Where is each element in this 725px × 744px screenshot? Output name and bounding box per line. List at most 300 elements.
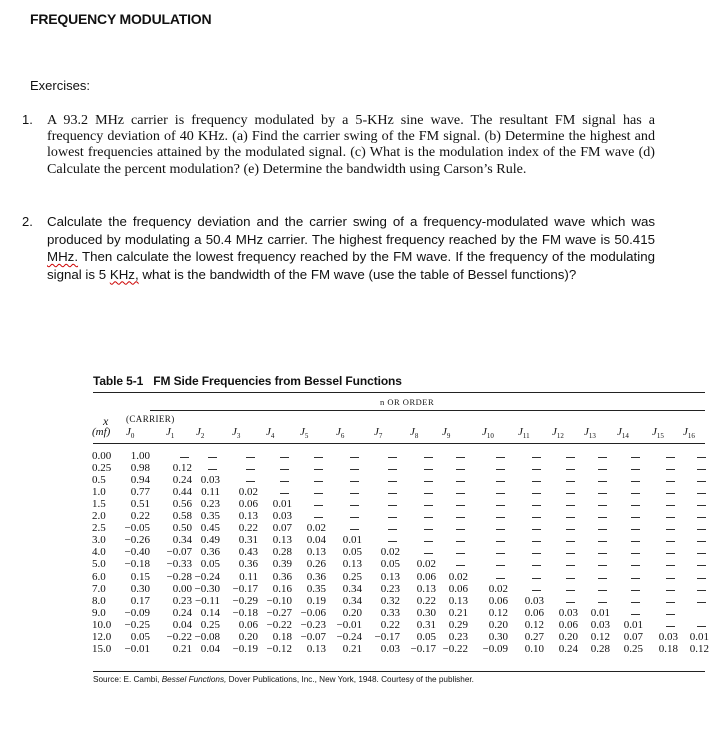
empty-cell-dash xyxy=(631,493,640,494)
exercise-1-text: A 93.2 MHz carrier is frequency modulated by a 5-KHz sine wave. The resultant FM signal has a frequency deviation of 40 KHz. (a) Find the carrier swing of the FM signal. (b) Determine the highest and lowest frequencies attained by the modulated signal. (c) What is the modulation index of the FM wave (d) Calculate the percent modulation? (e) Determine the bandwidth using Carson’s Rule. xyxy=(47,112,655,177)
table-cell: 0.03 xyxy=(524,594,544,607)
table-cell: −0.07 xyxy=(300,630,326,643)
row-x-value: 0.5 xyxy=(92,474,106,487)
empty-cell-dash xyxy=(208,469,217,470)
table-cell: 0.03 xyxy=(380,642,400,655)
table-cell: 0.50 xyxy=(172,522,192,535)
column-header-order: 7 xyxy=(378,432,383,441)
column-header-order: 5 xyxy=(304,432,309,441)
column-header-symbol: J xyxy=(410,426,415,438)
column-header-order: 15 xyxy=(656,432,664,441)
empty-cell-dash xyxy=(666,457,675,458)
table-cell: 0.21 xyxy=(342,642,362,655)
empty-cell-dash xyxy=(456,481,465,482)
table-cell: −0.24 xyxy=(194,570,220,583)
column-header-order: 6 xyxy=(340,432,345,441)
column-header-symbol: J xyxy=(482,426,487,438)
empty-cell-dash xyxy=(631,565,640,566)
empty-cell-dash xyxy=(532,469,541,470)
column-header-j4 xyxy=(266,426,274,440)
table-bottom-rule xyxy=(93,671,705,672)
column-header-j6 xyxy=(336,426,344,440)
order-label: n OR ORDER xyxy=(380,397,435,407)
column-header-symbol: J xyxy=(232,426,237,438)
empty-cell-dash xyxy=(532,541,541,542)
column-header-symbol: J xyxy=(584,426,589,438)
empty-cell-dash xyxy=(598,457,607,458)
table-cell: 0.03 xyxy=(590,618,610,631)
empty-cell-dash xyxy=(631,578,640,579)
column-header-j0 xyxy=(126,426,134,440)
table-caption: FM Side Frequencies from Bessel Functions xyxy=(153,374,402,388)
column-header-j12 xyxy=(552,426,564,440)
table-cell: −0.17 xyxy=(232,582,258,595)
empty-cell-dash xyxy=(666,614,675,615)
table-cell: 0.24 xyxy=(558,642,578,655)
empty-cell-dash xyxy=(566,553,575,554)
empty-cell-dash xyxy=(456,541,465,542)
empty-cell-dash xyxy=(532,493,541,494)
empty-cell-dash xyxy=(456,505,465,506)
table-cell: 0.14 xyxy=(200,606,220,619)
empty-cell-dash xyxy=(598,469,607,470)
order-rule xyxy=(150,410,705,411)
column-header-order: 8 xyxy=(414,432,419,441)
table-cell: 0.22 xyxy=(238,522,258,535)
table-cell: 0.04 xyxy=(200,642,220,655)
empty-cell-dash xyxy=(314,469,323,470)
empty-cell-dash xyxy=(388,529,397,530)
table-source xyxy=(93,675,474,684)
table-cell: 0.06 xyxy=(238,618,258,631)
empty-cell-dash xyxy=(697,590,706,591)
empty-cell-dash xyxy=(598,602,607,603)
table-cell: 0.13 xyxy=(342,558,362,571)
exercise-2 xyxy=(22,213,655,283)
table-cell: −0.07 xyxy=(166,546,192,559)
table-cell: −0.22 xyxy=(442,642,468,655)
table-cell: 0.34 xyxy=(342,582,362,595)
empty-cell-dash xyxy=(666,541,675,542)
column-header-j1 xyxy=(166,426,174,440)
column-header-symbol: J xyxy=(552,426,557,438)
table-cell: 0.12 xyxy=(689,642,709,655)
x-label: x xyxy=(103,414,109,428)
table-cell: −0.25 xyxy=(124,618,150,631)
column-header-symbol: J xyxy=(683,426,688,438)
row-x-value: 7.0 xyxy=(92,582,106,595)
empty-cell-dash xyxy=(496,541,505,542)
table-cell: −0.24 xyxy=(336,630,362,643)
column-header-order: 3 xyxy=(236,432,241,441)
column-header-symbol: J xyxy=(442,426,447,438)
empty-cell-dash xyxy=(496,469,505,470)
empty-cell-dash xyxy=(532,517,541,518)
empty-cell-dash xyxy=(631,529,640,530)
table-cell: 0.04 xyxy=(306,534,326,547)
document-title: FREQUENCY MODULATION xyxy=(30,11,212,27)
table-cell: 0.39 xyxy=(272,558,292,571)
column-header-j15 xyxy=(652,426,664,440)
table-cell: 0.24 xyxy=(172,606,192,619)
table-cell: 0.13 xyxy=(306,642,326,655)
table-cell: −0.18 xyxy=(232,606,258,619)
empty-cell-dash xyxy=(566,590,575,591)
empty-cell-dash xyxy=(697,541,706,542)
table-cell: 0.06 xyxy=(448,582,468,595)
empty-cell-dash xyxy=(631,481,640,482)
empty-cell-dash xyxy=(598,481,607,482)
empty-cell-dash xyxy=(666,553,675,554)
exercise-2-mhz: MHz. xyxy=(47,249,79,264)
empty-cell-dash xyxy=(666,565,675,566)
column-header-j14 xyxy=(617,426,629,440)
table-top-rule xyxy=(93,392,705,393)
exercise-1 xyxy=(22,112,655,177)
table-cell: 0.02 xyxy=(380,546,400,559)
exercise-2-text-c: what is the bandwidth of the FM wave (use the table of Bessel functions)? xyxy=(138,266,577,282)
table-cell: −0.09 xyxy=(482,642,508,655)
column-header-order: 10 xyxy=(486,432,494,441)
exercise-2-text xyxy=(47,213,655,283)
empty-cell-dash xyxy=(566,541,575,542)
column-header-symbol: J xyxy=(374,426,379,438)
table-cell: 0.44 xyxy=(172,486,192,499)
table-cell: 0.07 xyxy=(272,522,292,535)
row-x-value: 8.0 xyxy=(92,594,106,607)
column-header-j13 xyxy=(584,426,596,440)
empty-cell-dash xyxy=(532,590,541,591)
column-header-j5 xyxy=(300,426,308,440)
table-cell: 0.16 xyxy=(272,582,292,595)
empty-cell-dash xyxy=(697,626,706,627)
table-cell: 0.05 xyxy=(342,546,362,559)
empty-cell-dash xyxy=(496,529,505,530)
table-cell: 0.06 xyxy=(524,606,544,619)
empty-cell-dash xyxy=(666,626,675,627)
empty-cell-dash xyxy=(631,590,640,591)
empty-cell-dash xyxy=(208,457,217,458)
empty-cell-dash xyxy=(456,517,465,518)
empty-cell-dash xyxy=(631,469,640,470)
table-cell: 0.06 xyxy=(416,570,436,583)
table-cell: 0.03 xyxy=(658,630,678,643)
empty-cell-dash xyxy=(598,565,607,566)
empty-cell-dash xyxy=(388,517,397,518)
table-cell: 0.43 xyxy=(238,546,258,559)
empty-cell-dash xyxy=(631,505,640,506)
table-cell: 0.31 xyxy=(416,618,436,631)
empty-cell-dash xyxy=(388,541,397,542)
table-cell: 0.23 xyxy=(200,498,220,511)
table-cell: −0.29 xyxy=(232,594,258,607)
row-x-value: 2.0 xyxy=(92,510,106,523)
empty-cell-dash xyxy=(598,493,607,494)
table-cell: −0.33 xyxy=(166,558,192,571)
row-x-value: 4.0 xyxy=(92,546,106,559)
empty-cell-dash xyxy=(496,578,505,579)
table-cell: 0.18 xyxy=(272,630,292,643)
empty-cell-dash xyxy=(666,469,675,470)
empty-cell-dash xyxy=(666,505,675,506)
table-cell: 0.25 xyxy=(200,618,220,631)
table-cell: 0.13 xyxy=(448,594,468,607)
empty-cell-dash xyxy=(424,517,433,518)
empty-cell-dash xyxy=(456,493,465,494)
table-cell: 0.34 xyxy=(342,594,362,607)
table-cell: 0.05 xyxy=(200,558,220,571)
column-header-j16 xyxy=(683,426,695,440)
table-cell: −0.09 xyxy=(124,606,150,619)
empty-cell-dash xyxy=(598,578,607,579)
row-x-value: 2.5 xyxy=(92,522,106,535)
empty-cell-dash xyxy=(532,505,541,506)
empty-cell-dash xyxy=(350,457,359,458)
table-cell: 0.05 xyxy=(130,630,150,643)
table-title xyxy=(93,374,402,388)
table-cell: 0.34 xyxy=(172,534,192,547)
table-cell: −0.28 xyxy=(166,570,192,583)
table-cell: 0.20 xyxy=(558,630,578,643)
empty-cell-dash xyxy=(496,505,505,506)
table-cell: −0.08 xyxy=(194,630,220,643)
table-cell: 0.01 xyxy=(689,630,709,643)
column-header-j2 xyxy=(196,426,204,440)
column-header-order: 2 xyxy=(200,432,205,441)
table-cell: 0.01 xyxy=(342,534,362,547)
empty-cell-dash xyxy=(532,481,541,482)
empty-cell-dash xyxy=(532,529,541,530)
empty-cell-dash xyxy=(496,565,505,566)
empty-cell-dash xyxy=(697,517,706,518)
exercise-2-text-b: Then calculate the lowest frequency reached by the FM wave. If the frequency of the modulating signal is 5 xyxy=(47,249,655,282)
empty-cell-dash xyxy=(424,493,433,494)
empty-cell-dash xyxy=(666,529,675,530)
column-header-order: 9 xyxy=(446,432,451,441)
empty-cell-dash xyxy=(424,541,433,542)
column-header-symbol: J xyxy=(617,426,622,438)
column-header-order: 16 xyxy=(687,432,695,441)
table-cell: 0.01 xyxy=(590,606,610,619)
empty-cell-dash xyxy=(424,553,433,554)
table-cell: 0.00 xyxy=(172,582,192,595)
empty-cell-dash xyxy=(350,469,359,470)
empty-cell-dash xyxy=(598,529,607,530)
empty-cell-dash xyxy=(631,602,640,603)
empty-cell-dash xyxy=(697,529,706,530)
empty-cell-dash xyxy=(631,553,640,554)
carrier-label: (CARRIER) xyxy=(126,414,175,424)
empty-cell-dash xyxy=(697,578,706,579)
table-cell: −0.19 xyxy=(232,642,258,655)
table-cell: 0.30 xyxy=(130,582,150,595)
table-cell: −0.22 xyxy=(266,618,292,631)
empty-cell-dash xyxy=(388,505,397,506)
row-x-value: 12.0 xyxy=(92,630,112,643)
table-cell: 0.13 xyxy=(272,534,292,547)
table-cell: 0.10 xyxy=(524,642,544,655)
empty-cell-dash xyxy=(697,602,706,603)
empty-cell-dash xyxy=(566,602,575,603)
column-header-symbol: J xyxy=(652,426,657,438)
table-cell: −0.01 xyxy=(124,642,150,655)
table-cell: 0.28 xyxy=(272,546,292,559)
empty-cell-dash xyxy=(566,493,575,494)
column-header-j8 xyxy=(410,426,418,440)
empty-cell-dash xyxy=(314,457,323,458)
column-header-j11 xyxy=(518,426,530,440)
table-cell: 0.21 xyxy=(448,606,468,619)
table-cell: 0.22 xyxy=(416,594,436,607)
table-cell: 0.58 xyxy=(172,510,192,523)
table-cell: 0.94 xyxy=(130,474,150,487)
empty-cell-dash xyxy=(666,590,675,591)
empty-cell-dash xyxy=(598,590,607,591)
empty-cell-dash xyxy=(280,481,289,482)
column-header-symbol: J xyxy=(336,426,341,438)
empty-cell-dash xyxy=(566,517,575,518)
table-cell: 0.30 xyxy=(416,606,436,619)
column-header-order: 13 xyxy=(588,432,596,441)
table-cell: 0.12 xyxy=(524,618,544,631)
table-cell: 0.19 xyxy=(306,594,326,607)
empty-cell-dash xyxy=(631,517,640,518)
empty-cell-dash xyxy=(314,493,323,494)
table-cell: 0.23 xyxy=(380,582,400,595)
column-header-symbol: J xyxy=(266,426,271,438)
table-cell: 0.11 xyxy=(201,486,220,499)
table-cell: 0.22 xyxy=(380,618,400,631)
empty-cell-dash xyxy=(350,505,359,506)
empty-cell-dash xyxy=(388,457,397,458)
column-header-order: 0 xyxy=(130,432,135,441)
table-cell: 0.24 xyxy=(172,474,192,487)
table-cell: 0.07 xyxy=(623,630,643,643)
table-cell: 0.49 xyxy=(200,534,220,547)
table-cell: 0.03 xyxy=(272,510,292,523)
table-cell: −0.01 xyxy=(336,618,362,631)
empty-cell-dash xyxy=(631,457,640,458)
mf-label: (mf) xyxy=(92,426,111,438)
empty-cell-dash xyxy=(456,529,465,530)
row-x-value: 0.00 xyxy=(92,450,112,462)
table-cell: 0.06 xyxy=(558,618,578,631)
table-cell: 0.56 xyxy=(172,498,192,511)
table-cell: −0.12 xyxy=(266,642,292,655)
empty-cell-dash xyxy=(598,517,607,518)
exercise-2-text-a: Calculate the frequency deviation and the carrier swing of a frequency-modulated wave which was produced by modulating a 50.4 MHz carrier. The highest frequency reached by the FM wave is 50.415 xyxy=(47,214,655,247)
empty-cell-dash xyxy=(456,565,465,566)
source-suffix: Dover Publications, Inc., New York, 1948. Courtesy of the publisher. xyxy=(226,675,474,684)
empty-cell-dash xyxy=(566,505,575,506)
empty-cell-dash xyxy=(424,529,433,530)
header-rule xyxy=(93,443,705,444)
empty-cell-dash xyxy=(496,553,505,554)
table-cell: 0.25 xyxy=(342,570,362,583)
empty-cell-dash xyxy=(496,493,505,494)
table-cell: 0.12 xyxy=(488,606,508,619)
exercise-1-number: 1. xyxy=(22,112,33,127)
table-cell: 0.20 xyxy=(342,606,362,619)
empty-cell-dash xyxy=(598,505,607,506)
table-cell: 0.05 xyxy=(416,630,436,643)
empty-cell-dash xyxy=(566,457,575,458)
empty-cell-dash xyxy=(598,553,607,554)
empty-cell-dash xyxy=(280,457,289,458)
table-cell: 0.27 xyxy=(524,630,544,643)
table-cell: −0.27 xyxy=(266,606,292,619)
table-cell: 0.13 xyxy=(416,582,436,595)
empty-cell-dash xyxy=(666,602,675,603)
empty-cell-dash xyxy=(456,553,465,554)
empty-cell-dash xyxy=(697,469,706,470)
empty-cell-dash xyxy=(666,517,675,518)
table-cell: −0.30 xyxy=(194,582,220,595)
table-cell: 0.20 xyxy=(238,630,258,643)
table-cell: 0.13 xyxy=(238,510,258,523)
table-cell: 0.30 xyxy=(488,630,508,643)
table-cell: 0.35 xyxy=(200,510,220,523)
table-cell: −0.23 xyxy=(300,618,326,631)
table-cell: 0.36 xyxy=(238,558,258,571)
table-cell: −0.26 xyxy=(124,534,150,547)
table-cell: −0.18 xyxy=(124,558,150,571)
row-x-value: 10.0 xyxy=(92,618,112,631)
empty-cell-dash xyxy=(388,469,397,470)
empty-cell-dash xyxy=(388,493,397,494)
empty-cell-dash xyxy=(496,481,505,482)
empty-cell-dash xyxy=(314,505,323,506)
table-cell: 0.25 xyxy=(623,642,643,655)
column-header-order: 4 xyxy=(270,432,275,441)
empty-cell-dash xyxy=(424,481,433,482)
row-x-value: 5.0 xyxy=(92,558,106,571)
empty-cell-dash xyxy=(598,541,607,542)
empty-cell-dash xyxy=(456,469,465,470)
empty-cell-dash xyxy=(180,457,189,458)
column-header-symbol: J xyxy=(196,426,201,438)
column-header-symbol: J xyxy=(518,426,523,438)
row-x-value: 1.5 xyxy=(92,498,106,511)
table-cell: 1.00 xyxy=(130,450,150,462)
table-cell: −0.10 xyxy=(266,594,292,607)
table-cell: 0.11 xyxy=(239,570,258,583)
empty-cell-dash xyxy=(697,505,706,506)
row-x-value: 6.0 xyxy=(92,570,106,583)
empty-cell-dash xyxy=(532,457,541,458)
table-number: Table 5-1 xyxy=(93,374,144,388)
empty-cell-dash xyxy=(631,614,640,615)
table-cell: 0.12 xyxy=(590,630,610,643)
table-cell: 0.02 xyxy=(238,486,258,499)
table-cell: 0.29 xyxy=(448,618,468,631)
table-cell: 0.36 xyxy=(306,570,326,583)
empty-cell-dash xyxy=(246,457,255,458)
table-cell: 0.35 xyxy=(306,582,326,595)
table-cell: 0.03 xyxy=(558,606,578,619)
exercise-2-number: 2. xyxy=(22,214,33,229)
row-x-value: 3.0 xyxy=(92,534,106,547)
table-cell: 0.13 xyxy=(380,570,400,583)
empty-cell-dash xyxy=(697,565,706,566)
column-header-j9 xyxy=(442,426,450,440)
empty-cell-dash xyxy=(566,481,575,482)
column-header-order: 14 xyxy=(621,432,629,441)
table-cell: 0.51 xyxy=(130,498,150,511)
table-cell: 0.04 xyxy=(172,618,192,631)
column-header-symbol: J xyxy=(300,426,305,438)
table-cell: −0.17 xyxy=(410,642,436,655)
